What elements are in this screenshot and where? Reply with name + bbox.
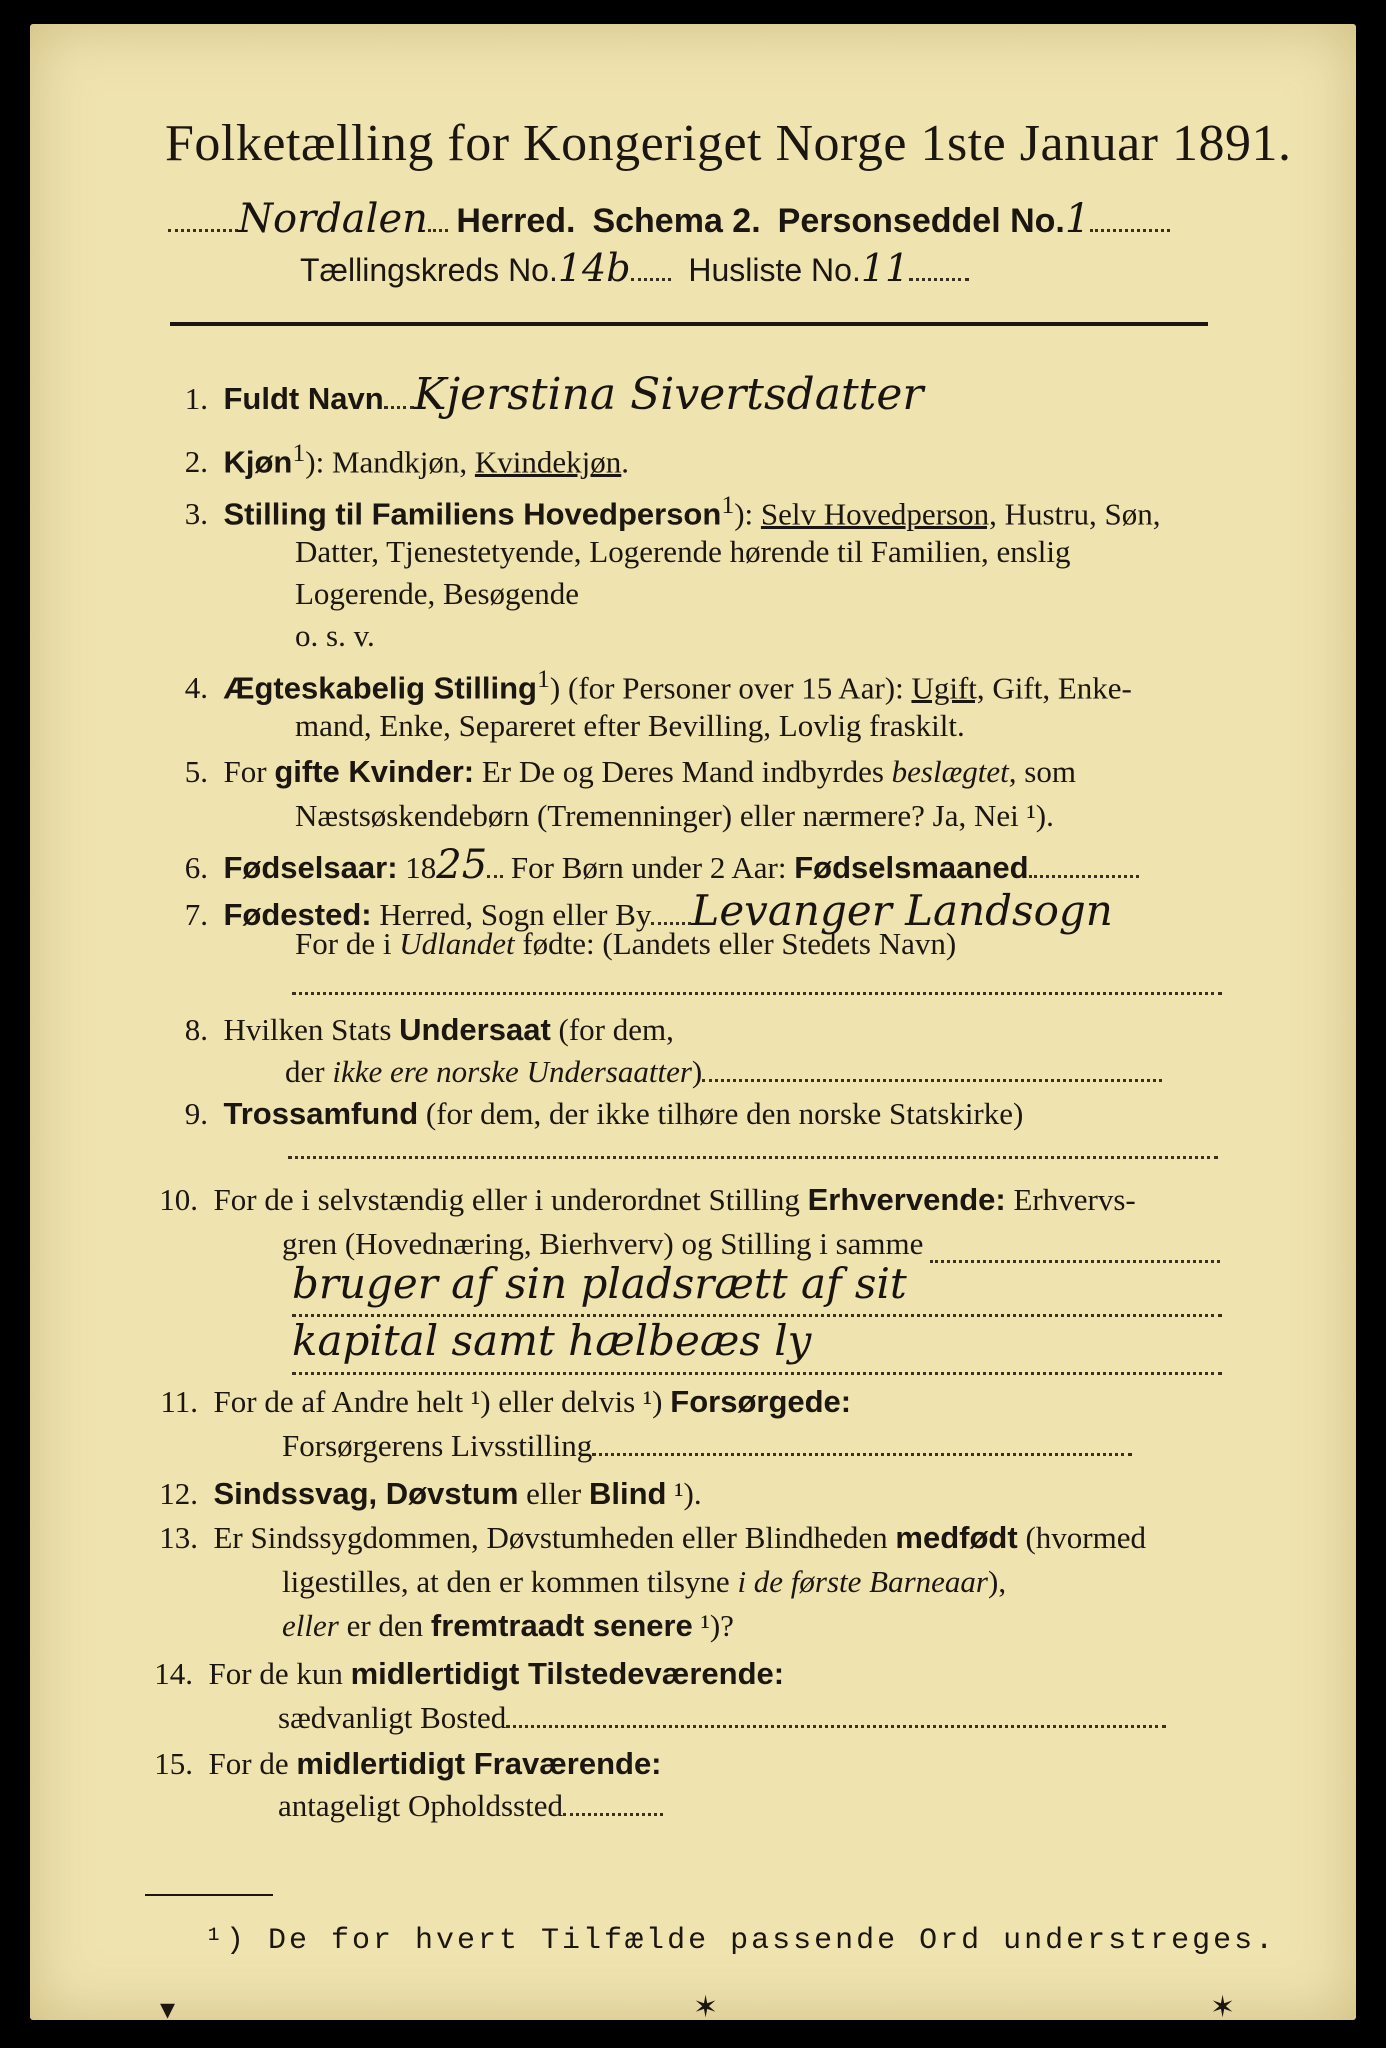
underlined-answer: Kvindekjøn xyxy=(474,444,622,480)
item-8-line2 xyxy=(285,1054,1162,1090)
item-label: Forsørgede: xyxy=(670,1384,852,1419)
personseddel-no: 1 xyxy=(1064,196,1091,242)
item-1 xyxy=(150,369,923,420)
kreds-label: Tællingskreds No. xyxy=(300,252,558,288)
item-14 xyxy=(135,1656,784,1692)
item-text: der xyxy=(285,1054,333,1089)
item-10-line2: gren (Hovednæring, Bierhverv) og Stilling i samme xyxy=(282,1226,924,1261)
underlined-answer: Ugift, xyxy=(911,670,985,706)
item-text: Hustru, Søn, xyxy=(996,496,1161,532)
item-text-italic: ikke ere norske Undersaatter xyxy=(332,1054,692,1089)
binding-mark-icon: ✶ xyxy=(693,1991,719,2024)
item-number: 4. xyxy=(184,670,208,706)
item-text: som xyxy=(1016,754,1076,789)
item-text: ¹)? xyxy=(692,1608,734,1643)
binding-mark-icon: ✶ xyxy=(1210,1991,1236,2024)
item-label: Fødselsaar: xyxy=(223,850,398,885)
item-text: ): Mandkjøn, xyxy=(305,444,475,480)
item-text: For de i xyxy=(295,926,400,961)
year-prefix: 18 xyxy=(405,850,437,885)
item-2 xyxy=(150,438,629,480)
item-text-italic: eller xyxy=(282,1608,339,1643)
item-text: (hvormed xyxy=(1017,1520,1146,1555)
footnote-ref: 1 xyxy=(721,490,735,519)
item-5 xyxy=(150,754,1076,790)
item-text-italic: Udlandet xyxy=(399,926,515,961)
item-label: Blind xyxy=(589,1476,667,1511)
item-label: Ægteskabelig Stilling xyxy=(223,670,537,706)
item-label: medfødt xyxy=(895,1520,1018,1555)
item-text: (for dem, der ikke tilhøre den norske Statskirke) xyxy=(418,1096,1024,1131)
item-15-line2 xyxy=(278,1788,663,1824)
item-13 xyxy=(140,1520,1146,1556)
item-11 xyxy=(140,1384,851,1420)
item-number: 2. xyxy=(184,444,208,480)
item-text: fødte: (Landets eller Stedets Navn) xyxy=(514,926,957,961)
occupation-value-line2: kapital samt hælbeæs ly xyxy=(292,1316,812,1365)
underlined-answer: Selv Hovedperson, xyxy=(760,496,997,532)
item-number: 14. xyxy=(154,1656,193,1691)
item-6 xyxy=(150,842,1139,888)
item-label: Trossamfund xyxy=(223,1096,419,1131)
item-label: Sindssvag, Døvstum xyxy=(213,1476,519,1511)
item-4 xyxy=(150,664,1132,706)
dotted-answer-line xyxy=(288,1156,1218,1159)
item-label: midlertidigt Fraværende: xyxy=(296,1746,662,1781)
item-text-italic: beslægtet, xyxy=(891,754,1017,789)
birthplace-value: Levanger Landsogn xyxy=(691,886,1113,935)
footnote-rule xyxy=(145,1894,273,1896)
item-3-line3: Logerende, Besøgende xyxy=(295,576,580,611)
kreds-line xyxy=(300,246,969,290)
kreds-no: 14b xyxy=(557,246,631,290)
herred-label: Herred. xyxy=(456,202,576,240)
item-number: 9. xyxy=(184,1096,208,1131)
husliste-no: 11 xyxy=(860,246,910,290)
footnote: ¹) De for hvert Tilfælde passende Ord understreges. xyxy=(205,1924,1277,1958)
item-label: gifte Kvinder: xyxy=(274,754,475,789)
item-number: 13. xyxy=(159,1520,198,1555)
item-15 xyxy=(135,1746,662,1782)
item-text: Gift, Enke- xyxy=(984,670,1132,706)
item-label: Stilling til Familiens Hovedperson xyxy=(223,496,722,532)
item-text: ¹). xyxy=(666,1476,702,1511)
dotted-answer-line xyxy=(292,1372,1222,1375)
item-text: antageligt Opholdssted xyxy=(278,1788,563,1823)
item-13-line2 xyxy=(282,1564,1006,1600)
item-text: er den xyxy=(338,1608,431,1643)
footnote-ref: 1 xyxy=(292,438,306,467)
item-label: Fødselsmaaned xyxy=(794,850,1029,885)
item-5-line2: Næstsøskendebørn (Tremenninger) eller nærmere? Ja, Nei ¹). xyxy=(295,798,1054,833)
item-text: Erhvervs- xyxy=(1005,1182,1136,1217)
item-text: For de af Andre helt ¹) eller delvis ¹) xyxy=(213,1384,671,1419)
birth-year-value: 25 xyxy=(436,842,488,888)
item-label: Undersaat xyxy=(399,1012,551,1047)
item-text: For de kun xyxy=(208,1656,351,1691)
dotted-answer-line xyxy=(930,1260,1220,1263)
item-8 xyxy=(150,1012,674,1048)
schema-label: Schema 2. xyxy=(592,202,761,240)
item-text: . xyxy=(621,444,630,480)
item-label: Fødested: xyxy=(223,897,372,932)
item-text: ) (for Personer over 15 Aar): xyxy=(549,670,912,706)
item-number: 10. xyxy=(159,1182,198,1217)
item-number: 12. xyxy=(159,1476,198,1511)
herred-value: Nordalen xyxy=(238,196,428,242)
dotted-answer-line xyxy=(292,992,1222,995)
item-number: 8. xyxy=(184,1012,208,1047)
item-14-line2 xyxy=(278,1700,1166,1736)
item-text: For Børn under 2 Aar: xyxy=(503,850,795,885)
item-label: Erhvervende: xyxy=(807,1182,1006,1217)
item-text: eller xyxy=(518,1476,589,1511)
item-number: 3. xyxy=(184,496,208,532)
herred-line xyxy=(168,196,1170,242)
item-text: ligestilles, at den er kommen tilsyne xyxy=(282,1564,738,1599)
item-7-line2 xyxy=(295,926,956,962)
item-number: 5. xyxy=(184,754,208,789)
item-text: For xyxy=(223,754,275,789)
item-label: Kjøn xyxy=(223,444,293,480)
full-name-value: Kjerstina Sivertsdatter xyxy=(413,369,924,420)
header-rule xyxy=(170,322,1208,326)
item-3 xyxy=(150,490,1160,532)
item-3-line2: Datter, Tjenestetyende, Logerende hørende til Familien, enslig xyxy=(295,534,1071,569)
item-text: Hvilken Stats xyxy=(223,1012,400,1047)
item-label: fremtraadt senere xyxy=(430,1608,693,1643)
form-title: Folketælling for Kongeriget Norge 1ste Januar 1891. xyxy=(165,115,1292,172)
census-form xyxy=(30,24,1356,2026)
item-text: sædvanligt Bosted xyxy=(278,1700,507,1735)
item-12 xyxy=(140,1476,702,1512)
item-11-line2 xyxy=(282,1428,1132,1464)
item-text: ): xyxy=(734,496,761,532)
personseddel-label: Personseddel No. xyxy=(777,202,1065,240)
item-10 xyxy=(140,1182,1136,1218)
item-label: midlertidigt Tilstedeværende: xyxy=(350,1656,785,1691)
item-text: ), xyxy=(988,1564,1007,1599)
item-text: Herred, Sogn eller By xyxy=(371,897,652,932)
item-text: ) xyxy=(691,1054,703,1089)
item-number: 11. xyxy=(160,1384,198,1419)
occupation-value-line1: bruger af sin pladsrætt af sit xyxy=(292,1259,907,1308)
item-4-line2: mand, Enke, Separeret efter Bevilling, Lovlig fraskilt. xyxy=(295,708,965,743)
binding-mark-icon: ▾ xyxy=(160,1993,176,2026)
item-number: 15. xyxy=(154,1746,193,1781)
item-9 xyxy=(150,1096,1023,1132)
footnote-ref: 1 xyxy=(537,664,550,693)
item-number: 1. xyxy=(184,381,208,416)
item-label: Fuldt Navn xyxy=(223,381,384,416)
item-3-line4: o. s. v. xyxy=(295,618,375,653)
item-text: For de i selvstændig eller i underordnet Stilling xyxy=(213,1182,808,1217)
item-number: 7. xyxy=(184,897,208,932)
husliste-label: Husliste No. xyxy=(688,252,861,288)
item-text: Er De og Deres Mand indbyrdes xyxy=(474,754,892,789)
item-text: Er Sindssygdommen, Døvstumheden eller Blindheden xyxy=(213,1520,896,1555)
item-number: 6. xyxy=(184,850,208,885)
item-text: (for dem, xyxy=(550,1012,674,1047)
item-text: For de xyxy=(208,1746,297,1781)
item-text-italic: i de første Barneaar xyxy=(737,1564,988,1599)
item-text: Forsørgerens Livsstilling xyxy=(282,1428,593,1463)
item-13-line3 xyxy=(282,1608,734,1644)
